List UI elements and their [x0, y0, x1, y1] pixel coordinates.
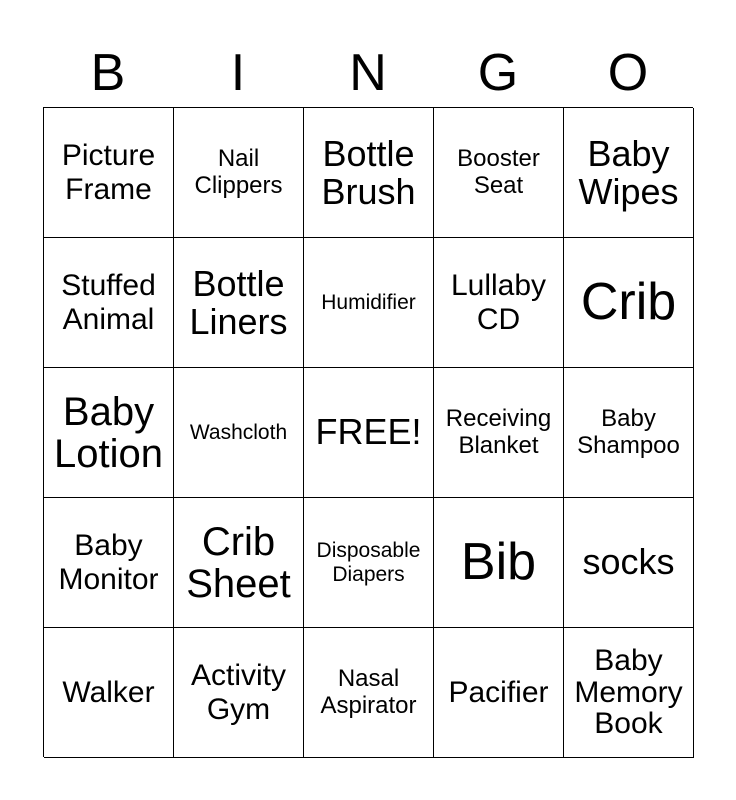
cell-label: Nasal Aspirator	[320, 664, 417, 719]
bingo-cell[interactable]	[174, 238, 304, 368]
bingo-cell[interactable]	[44, 368, 174, 498]
cell-label: Crib Sheet	[186, 519, 291, 606]
cell-label: Nail Clippers	[194, 144, 283, 199]
cell-label: Stuffed Animal	[61, 268, 156, 336]
bingo-cell[interactable]	[564, 108, 694, 238]
cell-label: Disposable Diapers	[316, 538, 421, 586]
bingo-cell[interactable]	[44, 108, 174, 238]
bingo-cell[interactable]	[44, 498, 174, 628]
bingo-cell[interactable]	[434, 628, 564, 758]
bingo-cell[interactable]	[434, 238, 564, 368]
bingo-cell[interactable]	[174, 368, 304, 498]
cell-label: Crib	[580, 273, 677, 332]
cell-label: Bottle Brush	[321, 132, 416, 212]
cell-label: FREE!	[315, 411, 422, 453]
cell-label: Baby Lotion	[54, 389, 163, 476]
bingo-cell[interactable]	[304, 238, 434, 368]
cell-label: Receiving Blanket	[445, 404, 552, 459]
header-letter-b: B	[90, 44, 126, 102]
header-letter-i: I	[230, 44, 246, 102]
cell-label: socks	[582, 541, 675, 583]
cell-label: Baby Monitor	[58, 528, 159, 596]
cell-label: Booster Seat	[457, 144, 540, 199]
bingo-cell[interactable]	[564, 368, 694, 498]
cell-label: Walker	[62, 675, 155, 709]
bingo-cell[interactable]	[304, 498, 434, 628]
cell-label: Bib	[460, 533, 537, 592]
bingo-cell[interactable]	[174, 628, 304, 758]
cell-label: Baby Wipes	[578, 132, 679, 212]
bingo-cell[interactable]	[434, 108, 564, 238]
bingo-cell[interactable]	[174, 108, 304, 238]
bingo-board	[43, 107, 693, 757]
cell-label: Lullaby CD	[450, 268, 547, 336]
header-letter-o: O	[607, 44, 649, 102]
header-letter-g: G	[477, 44, 519, 102]
bingo-cell[interactable]	[174, 498, 304, 628]
cell-label: Washcloth	[189, 420, 288, 444]
cell-label: Baby Shampoo	[577, 404, 680, 459]
cell-label: Pacifier	[448, 675, 549, 709]
bingo-cell[interactable]	[564, 628, 694, 758]
bingo-cell[interactable]	[44, 628, 174, 758]
bingo-cell free-space[interactable]	[304, 368, 434, 498]
header-letter-n: N	[349, 44, 387, 102]
bingo-cell[interactable]	[434, 498, 564, 628]
cell-label: Activity Gym	[190, 658, 286, 726]
cell-label: Humidifier	[321, 290, 416, 314]
cell-label: Picture Frame	[61, 138, 156, 206]
bingo-header	[43, 40, 693, 106]
bingo-cell[interactable]	[434, 368, 564, 498]
cell-label: Bottle Liners	[189, 262, 288, 342]
cell-label: Baby Memory Book	[574, 644, 683, 741]
bingo-cell[interactable]	[304, 108, 434, 238]
bingo-cell[interactable]	[304, 628, 434, 758]
bingo-cell[interactable]	[44, 238, 174, 368]
bingo-cell[interactable]	[564, 498, 694, 628]
bingo-cell[interactable]	[564, 238, 694, 368]
